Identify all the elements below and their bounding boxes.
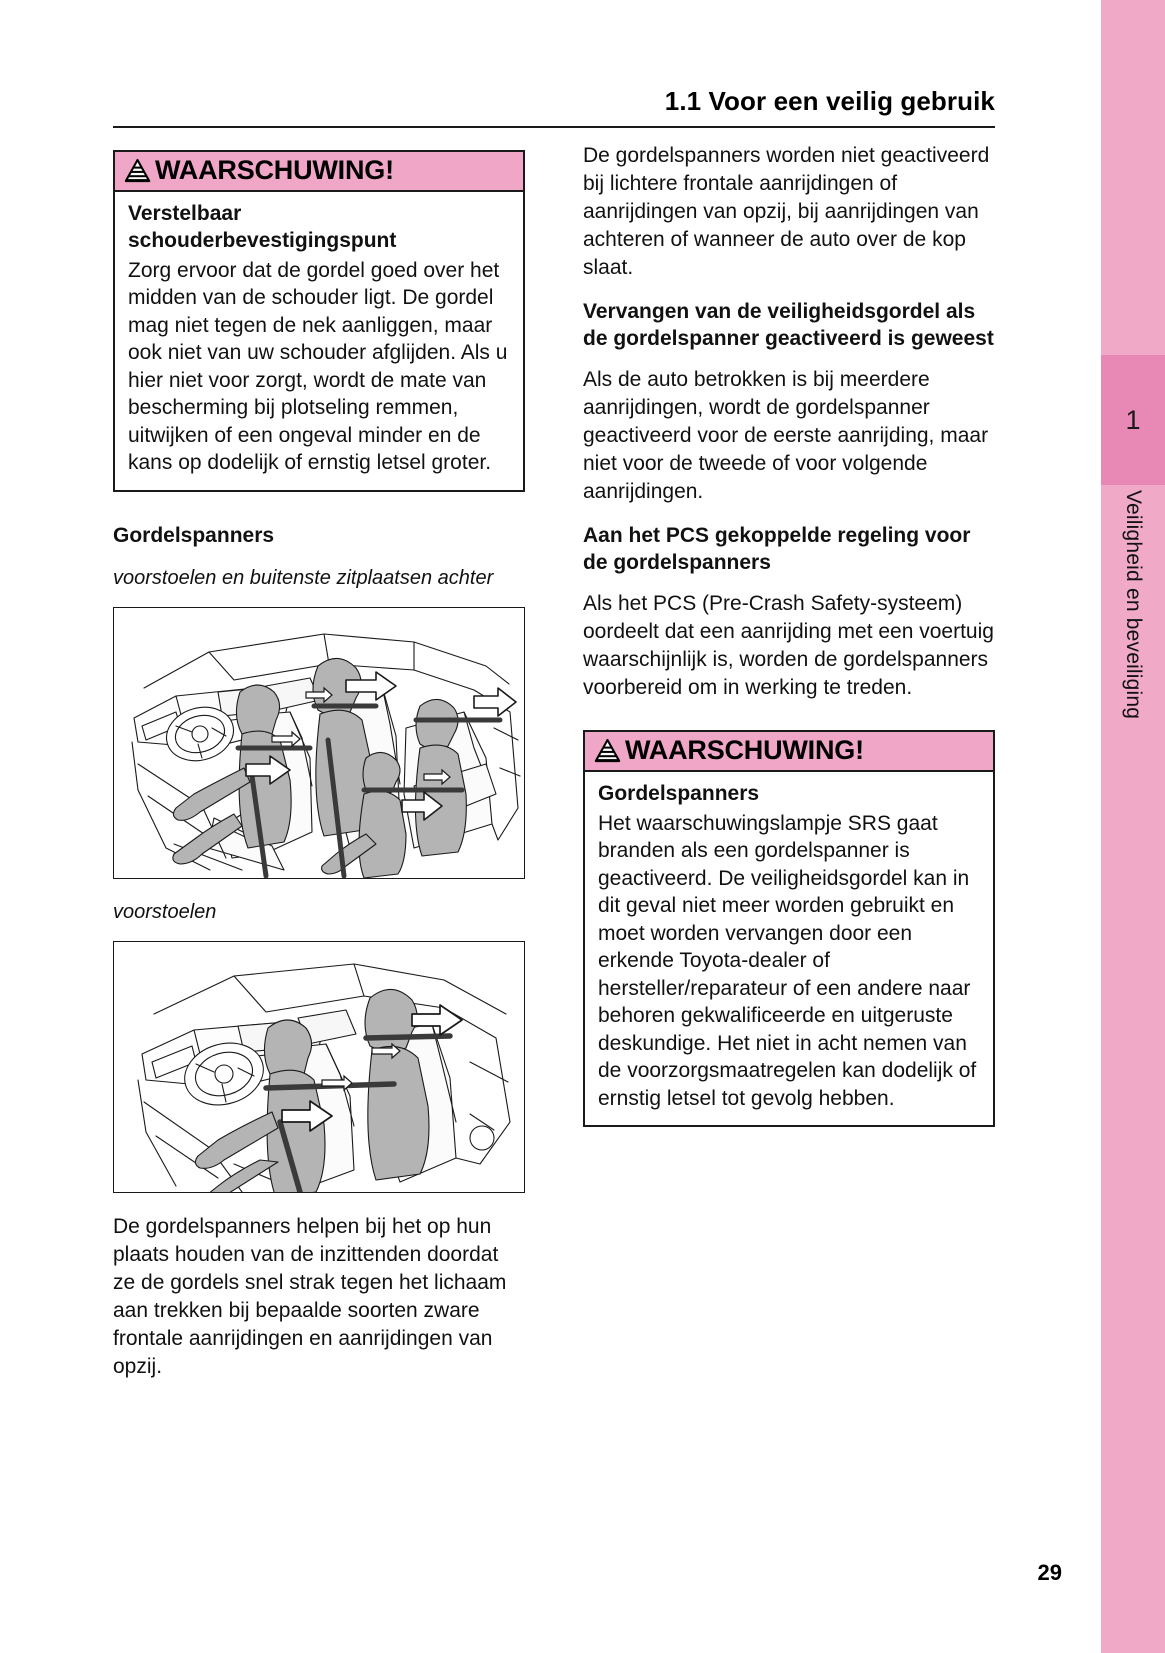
warning-box-left-header (115, 152, 523, 192)
warning-box-left-body (115, 192, 523, 490)
chapter-label-vertical (1101, 490, 1165, 820)
right-heading-two: Vervangen van de veiligheidsgordel als de gordelspanner geactiveerd is geweest (583, 299, 994, 350)
warning-box-left-title: WAARSCHUWING! (155, 155, 394, 185)
chapter-label-text: Veiligheid en beveiliging (1122, 490, 1145, 720)
page-title: 1.1 Voor een veilig gebruik (664, 86, 995, 116)
page-header (113, 86, 995, 117)
car-interior-illustration-2 (114, 942, 524, 1192)
warning-triangle-icon (124, 158, 151, 183)
figure-front-seats (113, 941, 525, 1193)
page-number: 29 (1037, 1560, 1062, 1585)
left-closing-paragraph: De gordelspanners helpen bij het op hun plaats houden van de inzittenden doordat ze de gordels snel strak tegen het lichaam aan trekken bij bepaalde soorten zware frontale aanrijdingen en aanrijdingen van opzij. (113, 1215, 507, 1378)
chapter-number-badge (1101, 355, 1165, 485)
warning-box-left-subheading: Verstelbaar schouderbevestigingspunt (128, 202, 397, 252)
warning-triangle-icon (594, 738, 621, 763)
warning-box-right-header (585, 732, 993, 772)
chapter-index-tab (1101, 0, 1165, 1653)
header-divider (113, 126, 995, 128)
right-heading-three: Aan het PCS gekoppelde regeling voor de gordelspanners (583, 523, 971, 575)
figure-one-caption: voorstoelen en buitenste zitplaatsen achter (113, 567, 494, 590)
right-column (583, 142, 995, 1133)
left-column (113, 150, 525, 1381)
warning-box-left-text: Zorg ervoor dat de gordel goed over het midden van de schouder ligt. De gordel mag niet tegen de nek aanliggen, maar ook niet van uw schouder afglijden. Als u hier niet voor zorgt, wordt de mate van bescherming bij plotseling remmen, uitwijken of een ongeval minder en de kans op dodelijk of ernstig letsel groter. (128, 258, 508, 475)
figure-two-caption: voorstoelen (113, 901, 217, 924)
car-interior-illustration-1 (114, 608, 524, 878)
warning-box-right (583, 730, 995, 1127)
right-paragraph-one: De gordelspanners worden niet geactiveerd bij lichtere frontale aanrijdingen of aanrijdingen van opzij, bij aanrijdingen van achteren of wanneer de auto over de kop slaat. (583, 144, 990, 279)
right-paragraph-three: Als het PCS (Pre-Crash Safety-systeem) oordeelt dat een aanrijding met een voertuig waarschijnlijk is, worden de gordelspanners voorbereid om in werking te treden. (583, 592, 994, 700)
warning-box-right-title: WAARSCHUWING! (625, 735, 864, 766)
warning-box-right-body (585, 772, 993, 1125)
right-paragraph-two: Als de auto betrokken is bij meerdere aanrijdingen, wordt de gordelspanner geactiveerd voor de eerste aanrijding, maar niet voor de tweede of voor volgende aanrijdingen. (583, 368, 989, 503)
figure-front-and-rear-seats (113, 607, 525, 879)
warning-box-left (113, 150, 525, 492)
warning-box-right-subheading: Gordelspanners (598, 782, 760, 806)
section-heading-gordelspanners: Gordelspanners (113, 523, 275, 547)
chapter-number-text: 1 (1125, 404, 1141, 435)
warning-box-right-text: Het waarschuwingslampje SRS gaat branden als een gordelspanner is geactiveerd. De veiligheidsgordel kan in dit geval niet meer worden gebruikt en moet worden vervangen door een erkende Toyota-dealer of hersteller/reparateur of een andere naar behoren gekwalificeerde en uitgeruste deskundige. Het niet in acht nemen van de voorzorgsmaatregelen kan dodelijk of ernstig letsel tot gevolg hebben. (598, 811, 977, 1110)
